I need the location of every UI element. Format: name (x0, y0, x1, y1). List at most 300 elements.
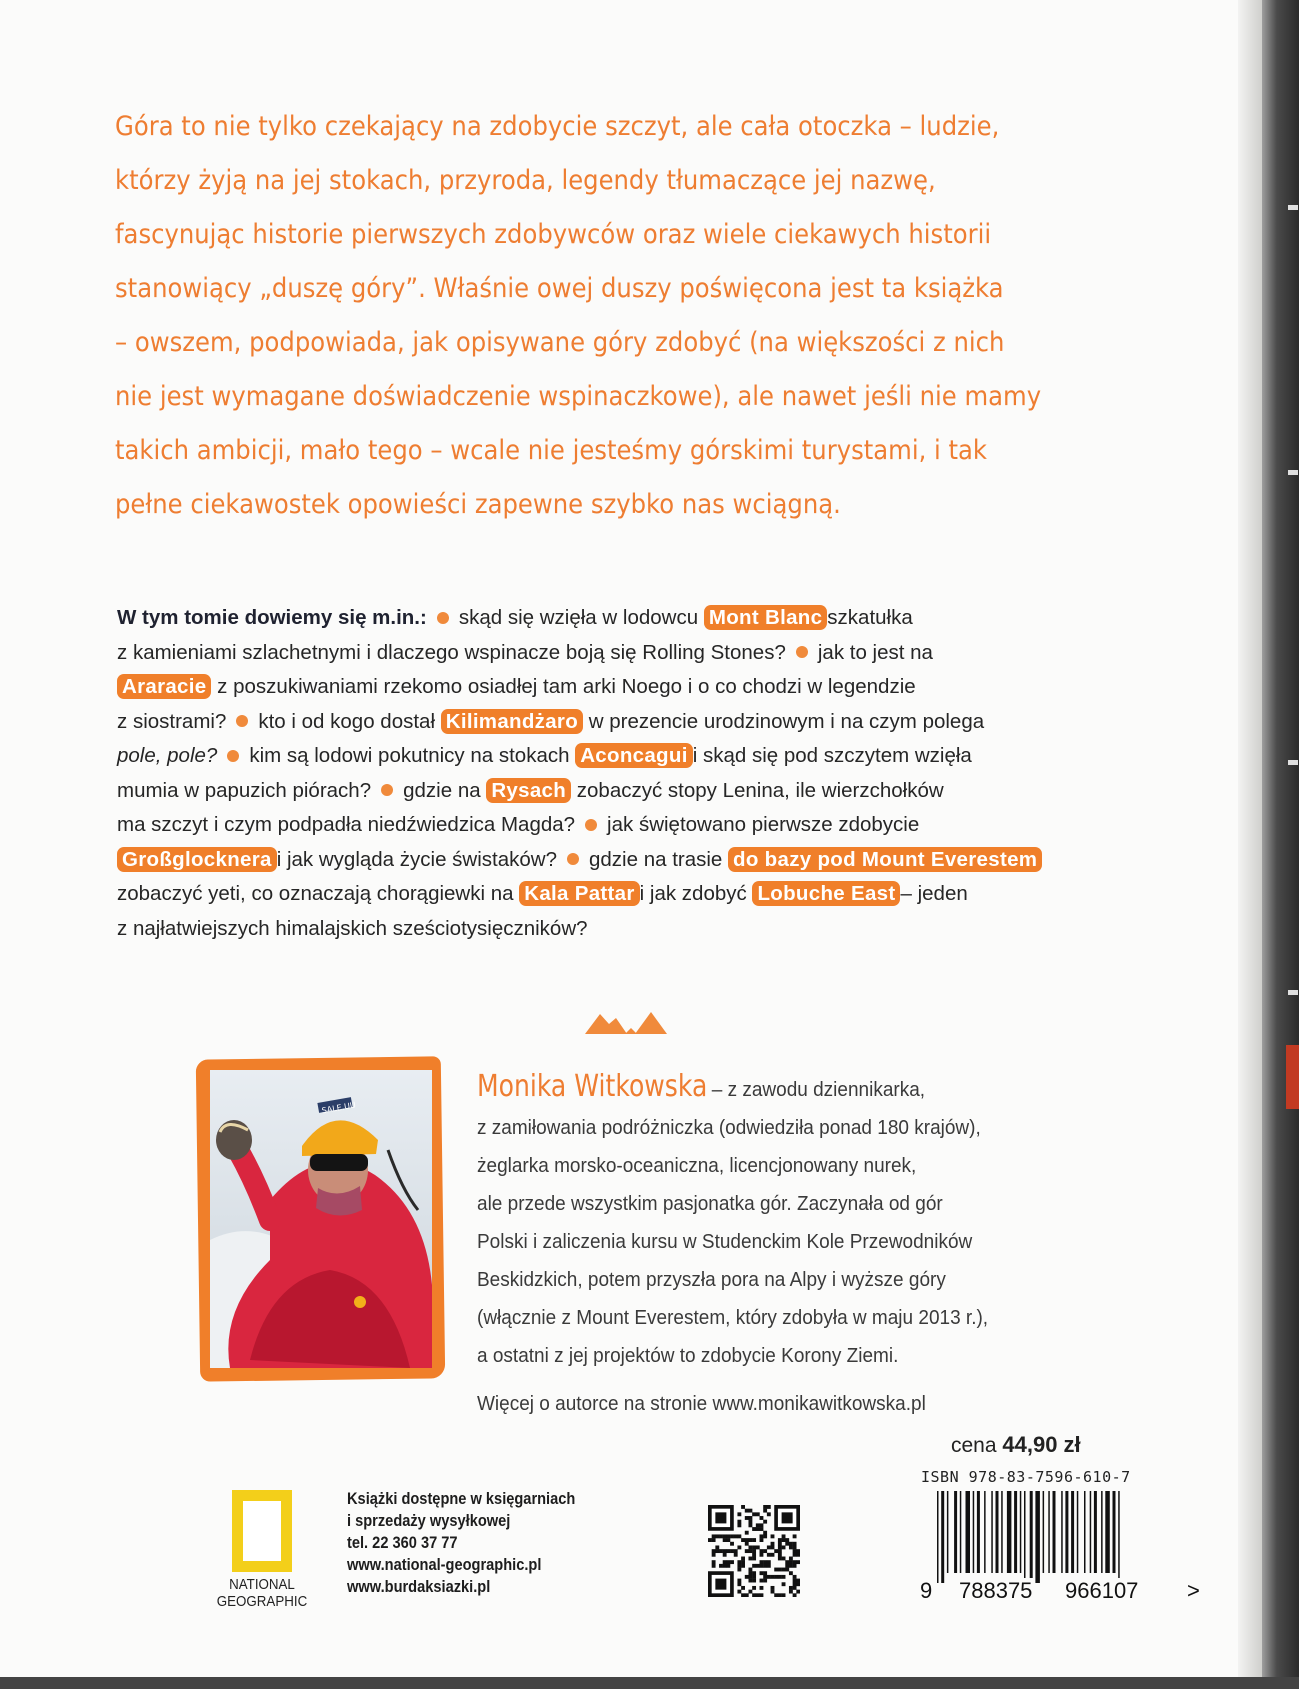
qr-module (712, 1534, 716, 1538)
barcode-bar (1053, 1491, 1056, 1573)
qr-module (793, 1564, 797, 1568)
barcode-bar (947, 1491, 949, 1573)
qr-finder (715, 1579, 726, 1590)
qr-module (752, 1593, 756, 1597)
barcode-bar (1035, 1491, 1040, 1583)
qr-module (741, 1593, 745, 1597)
qr-module (712, 1549, 716, 1553)
qr-module (715, 1549, 719, 1553)
intro-paragraph (115, 100, 1125, 532)
list-text: ma szczyt i czym podpadła niedźwiedzica Magda? (117, 813, 576, 836)
bio-line: a ostatni z jej projektów to zdobycie Korony Ziemi. (477, 1345, 899, 1367)
spine-mark (1288, 205, 1298, 210)
qr-module (778, 1538, 782, 1542)
list-row (117, 705, 1177, 740)
qr-module (741, 1505, 745, 1509)
bullet-icon (567, 853, 579, 865)
qr-module (752, 1557, 756, 1561)
list-text: kim są lodowi pokutnicy na stokach (249, 744, 570, 767)
list-row (117, 739, 1177, 774)
qr-module (741, 1586, 745, 1590)
qr-module (752, 1571, 756, 1575)
barcode-bar (1105, 1491, 1110, 1573)
author-photo (210, 1070, 432, 1368)
barcode-bar (1020, 1491, 1022, 1573)
barcode-bar (966, 1491, 971, 1573)
qr-module (737, 1582, 741, 1586)
qr-module (748, 1523, 752, 1527)
qr-module (737, 1545, 741, 1549)
author-bio (477, 1068, 1117, 1423)
qr-module (737, 1523, 741, 1527)
qr-code-icon (708, 1505, 800, 1597)
list-row (117, 843, 1177, 878)
qr-module (774, 1549, 778, 1553)
qr-module (782, 1545, 786, 1549)
bullet-icon (796, 646, 808, 658)
list-row (117, 912, 1177, 947)
qr-module (767, 1505, 771, 1509)
qr-module (748, 1520, 752, 1524)
qr-module (752, 1512, 756, 1516)
list-text: gdzie na trasie (589, 847, 723, 871)
qr-module (726, 1538, 730, 1542)
qr-module (752, 1575, 756, 1579)
qr-module (785, 1568, 789, 1572)
qr-module (741, 1538, 745, 1542)
qr-module (756, 1564, 760, 1568)
qr-module (760, 1527, 764, 1531)
tag-everest-base: do bazy pod Mount Everestem (728, 847, 1042, 872)
barcode-bar (1090, 1491, 1092, 1573)
qr-module (793, 1549, 797, 1553)
qr-module (745, 1509, 749, 1513)
barcode-bar (1043, 1491, 1045, 1573)
qr-module (756, 1545, 760, 1549)
qr-module (726, 1564, 730, 1568)
qr-module (771, 1545, 775, 1549)
qr-module (793, 1553, 797, 1557)
barcode-bar (941, 1491, 944, 1583)
list-row (117, 808, 1177, 843)
qr-module (793, 1534, 797, 1538)
scan-edge (0, 1677, 1299, 1689)
barcode-digits: 966107 (1065, 1578, 1139, 1603)
qr-module (763, 1534, 767, 1538)
qr-module (748, 1516, 752, 1520)
qr-module (723, 1560, 727, 1564)
list-text: jak to jest na (817, 640, 933, 664)
bio-line: żeglarka morsko-oceaniczna, licencjonowany nurek, (477, 1155, 917, 1177)
barcode-bar (1077, 1491, 1079, 1573)
qr-module (767, 1545, 771, 1549)
qr-module (763, 1564, 767, 1568)
qr-module (730, 1560, 734, 1564)
list-text: szkatułka (827, 606, 913, 629)
barcode-bar (960, 1491, 962, 1573)
qr-module (752, 1586, 756, 1590)
qr-module (745, 1531, 749, 1535)
qr-module (737, 1564, 741, 1568)
spine-mark (1288, 760, 1298, 765)
qr-module (793, 1542, 797, 1546)
list-row (117, 877, 1177, 912)
qr-module (782, 1593, 786, 1597)
bio-line: ale przede wszystkim pasjonatka gór. Zaczynała od gór (477, 1193, 943, 1215)
qr-module (734, 1553, 738, 1557)
logo-text: NATIONAL (229, 1577, 295, 1593)
qr-module (778, 1553, 782, 1557)
qr-module (734, 1549, 738, 1553)
qr-module (789, 1545, 793, 1549)
qr-module (763, 1509, 767, 1513)
qr-module (789, 1564, 793, 1568)
contact-website: www.burdaksiazki.pl (347, 1577, 491, 1596)
qr-module (760, 1538, 764, 1542)
qr-module (760, 1516, 764, 1520)
qr-module (726, 1560, 730, 1564)
qr-finder (715, 1512, 726, 1523)
list-text: kto i od kogo dostał (258, 709, 436, 733)
qr-module (793, 1545, 797, 1549)
list-text: z najłatwiejszych himalajskich sześciotysięczników? (117, 916, 588, 940)
logo-text: GEOGRAPHIC (216, 1594, 308, 1610)
barcode-bar (954, 1491, 957, 1573)
qr-module (763, 1560, 767, 1564)
list-text: jak świętowano pierwsze zdobycie (607, 813, 920, 836)
bullet-icon (236, 715, 248, 727)
barcode-bar (984, 1491, 986, 1573)
tag-kilimanjaro: Kilimandżaro (441, 709, 583, 734)
qr-module (737, 1560, 741, 1564)
qr-module (789, 1571, 793, 1575)
contact-line: Książki dostępne w księgarniach (347, 1489, 576, 1508)
list-text-italic: pole, pole? (117, 744, 218, 767)
qr-module (745, 1538, 749, 1542)
qr-module (796, 1553, 800, 1557)
barcode-bar (937, 1491, 939, 1583)
bio-line (477, 1068, 1085, 1109)
qr-module (760, 1586, 764, 1590)
qr-module (752, 1527, 756, 1531)
qr-module (767, 1575, 771, 1579)
tag-aconcagua: Aconcagui (575, 743, 693, 768)
qr-module (778, 1557, 782, 1561)
list-row (117, 670, 1177, 705)
qr-module (760, 1560, 764, 1564)
qr-module (793, 1560, 797, 1564)
list-text: z siostrami? (117, 709, 227, 733)
qr-module (796, 1582, 800, 1586)
qr-module (737, 1520, 741, 1524)
publisher-contact (347, 1488, 612, 1598)
qr-module (789, 1542, 793, 1546)
qr-module (748, 1557, 752, 1561)
bio-line: Polski i zaliczenia kursu w Studenckim Kole Przewodników (477, 1231, 973, 1253)
mountains-icon (585, 1008, 685, 1038)
list-text: z kamieniami szlachetnymi i dlaczego wspinacze boją się Rolling Stones? (117, 640, 786, 664)
list-text: zobaczyć yeti, co oznaczają chorągiewki na (117, 882, 514, 905)
qr-module (789, 1590, 793, 1594)
book-spine (1262, 0, 1299, 1689)
qr-module (796, 1549, 800, 1553)
price (951, 1432, 1081, 1458)
qr-module (793, 1593, 797, 1597)
list-text: zobaczyć stopy Lenina, ile wierzchołków (576, 778, 944, 802)
barcode-bar (1024, 1491, 1026, 1583)
barcode-bar (1071, 1491, 1074, 1573)
barcode-bar (1014, 1491, 1017, 1573)
qr-module (771, 1534, 775, 1538)
cover-edge-shadow (1238, 0, 1262, 1689)
qr-module (723, 1538, 727, 1542)
qr-module (778, 1575, 782, 1579)
qr-module (763, 1531, 767, 1535)
national-geographic-name (213, 1577, 311, 1611)
list-lead: W tym tomie dowiemy się m.in.: (117, 606, 427, 629)
qr-module (723, 1564, 727, 1568)
qr-module (745, 1516, 749, 1520)
qr-module (748, 1509, 752, 1513)
qr-module (767, 1512, 771, 1516)
qr-module (756, 1527, 760, 1531)
qr-module (737, 1590, 741, 1594)
qr-module (745, 1542, 749, 1546)
list-row (117, 601, 1177, 636)
list-text: i jak zdobyć (639, 882, 747, 905)
list-text: w prezencie urodzinowym i na czym polega (588, 709, 985, 733)
qr-module (796, 1579, 800, 1583)
qr-module (723, 1534, 727, 1538)
qr-module (752, 1538, 756, 1542)
qr-module (715, 1545, 719, 1549)
qr-module (748, 1579, 752, 1583)
barcode-bar (1118, 1491, 1120, 1583)
highlights-list (117, 601, 1177, 946)
qr-module (752, 1553, 756, 1557)
spine-mark (1288, 470, 1298, 475)
qr-module (715, 1534, 719, 1538)
qr-module (793, 1579, 797, 1583)
qr-module (719, 1549, 723, 1553)
bullet-icon (437, 612, 449, 624)
contact-line: i sprzedaży wysyłkowej (347, 1511, 511, 1530)
qr-module (723, 1549, 727, 1553)
qr-module (774, 1593, 778, 1597)
intro-line: takich ambicji, mało tego – wcale nie jesteśmy górskimi turystami, i tak (115, 435, 988, 466)
author-website: Więcej o autorce na stronie www.monikawitkowska.pl (477, 1393, 926, 1415)
qr-module (793, 1575, 797, 1579)
qr-module (748, 1568, 752, 1572)
qr-module (782, 1575, 786, 1579)
list-text: gdzie na (403, 778, 481, 802)
contact-phone: tel. 22 360 37 77 (347, 1533, 458, 1552)
qr-module (793, 1582, 797, 1586)
barcode-bar (973, 1491, 975, 1573)
qr-module (778, 1545, 782, 1549)
barcode-bar (1065, 1491, 1068, 1573)
qr-module (748, 1545, 752, 1549)
qr-module (789, 1557, 793, 1561)
qr-module (778, 1542, 782, 1546)
bio-line: z zamiłowania podróżniczka (odwiedziła ponad 180 krajów), (477, 1117, 981, 1139)
national-geographic-logo-icon (232, 1490, 292, 1572)
qr-module (719, 1534, 723, 1538)
qr-module (737, 1579, 741, 1583)
qr-module (796, 1590, 800, 1594)
bullet-icon (585, 819, 597, 831)
barcode-bar (1084, 1491, 1086, 1573)
price-label: cena (951, 1434, 997, 1457)
helmet-text: SALE.UU (321, 1100, 357, 1116)
qr-module (778, 1568, 782, 1572)
list-row (117, 636, 1177, 671)
qr-module (756, 1523, 760, 1527)
qr-module (745, 1575, 749, 1579)
qr-module (771, 1575, 775, 1579)
barcode-arrow: > (1187, 1578, 1200, 1603)
list-text: i skąd się pod szczytem wzięła (692, 744, 972, 767)
qr-module (712, 1560, 716, 1564)
qr-module (771, 1542, 775, 1546)
qr-module (760, 1553, 764, 1557)
intro-line: stanowiący „duszę góry”. Właśnie owej duszy poświęcona jest ta książka (115, 273, 1004, 304)
list-text: i jak wygląda życie świstaków? (276, 847, 557, 871)
intro-line: nie jest wymagane doświadczenie wspinaczkowe), ale nawet jeśli nie mamy (115, 381, 1042, 412)
intro-line: którzy żyją na jej stokach, przyroda, legendy tłumaczące jej nazwę, (115, 165, 936, 196)
qr-module (767, 1560, 771, 1564)
qr-module (748, 1549, 752, 1553)
author-name: Monika Witkowska (477, 1069, 708, 1104)
qr-module (771, 1590, 775, 1594)
qr-module (771, 1586, 775, 1590)
qr-module (748, 1590, 752, 1594)
qr-module (712, 1553, 716, 1557)
qr-module (737, 1568, 741, 1572)
qr-module (760, 1523, 764, 1527)
qr-module (730, 1534, 734, 1538)
intro-line: Góra to nie tylko czekający na zdobycie szczyt, ale cała otoczka – ludzie, (115, 111, 1000, 142)
qr-module (782, 1534, 786, 1538)
barcode-bar (996, 1491, 999, 1573)
qr-module (712, 1564, 716, 1568)
qr-module (741, 1557, 745, 1561)
qr-module (752, 1564, 756, 1568)
tag-grossglockner: Großglocknera (117, 847, 277, 872)
barcode-bar (1061, 1491, 1063, 1573)
contact-website: www.national-geographic.pl (347, 1555, 542, 1574)
qr-module (752, 1579, 756, 1583)
qr-module (745, 1549, 749, 1553)
qr-module (782, 1538, 786, 1542)
qr-module (796, 1560, 800, 1564)
barcode-bar (1030, 1491, 1033, 1583)
qr-module (712, 1538, 716, 1542)
barcode-bar (1048, 1491, 1050, 1573)
tag-kala-pattar: Kala Pattar (519, 881, 639, 906)
qr-module (789, 1560, 793, 1564)
barcode-bar (1113, 1491, 1116, 1573)
list-row (117, 774, 1177, 809)
list-text: – jeden (900, 882, 968, 905)
qr-module (748, 1538, 752, 1542)
qr-module (730, 1549, 734, 1553)
barcode-digits: 788375 (959, 1578, 1033, 1603)
qr-module (741, 1564, 745, 1568)
qr-module (726, 1534, 730, 1538)
barcode-bar (1094, 1491, 1097, 1573)
qr-module (760, 1593, 764, 1597)
qr-module (767, 1564, 771, 1568)
qr-module (763, 1520, 767, 1524)
qr-module (741, 1560, 745, 1564)
qr-module (756, 1593, 760, 1597)
bio-text: – z zawodu dziennikarka, (706, 1079, 926, 1101)
qr-module (763, 1549, 767, 1553)
qr-module (752, 1545, 756, 1549)
qr-module (737, 1534, 741, 1538)
qr-module (763, 1505, 767, 1509)
bullet-icon (381, 784, 393, 796)
qr-module (774, 1575, 778, 1579)
tag-rysy: Rysach (486, 778, 571, 803)
qr-module (767, 1553, 771, 1557)
barcode-bar (1007, 1491, 1012, 1573)
qr-module (745, 1593, 749, 1597)
qr-module (789, 1586, 793, 1590)
qr-module (785, 1560, 789, 1564)
barcode-bar (1101, 1491, 1103, 1573)
qr-module (785, 1538, 789, 1542)
spine-mark (1288, 990, 1298, 995)
qr-module (734, 1534, 738, 1538)
qr-module (748, 1571, 752, 1575)
qr-module (778, 1549, 782, 1553)
qr-module (763, 1571, 767, 1575)
qr-module (756, 1512, 760, 1516)
qr-module (730, 1542, 734, 1546)
qr-module (723, 1553, 727, 1557)
qr-module (719, 1564, 723, 1568)
qr-module (760, 1571, 764, 1575)
barcode-bar (1001, 1491, 1003, 1573)
qr-module (774, 1568, 778, 1572)
qr-module (726, 1549, 730, 1553)
qr-module (763, 1579, 767, 1583)
list-text: mumia w papuzich piórach? (117, 778, 372, 802)
qr-module (778, 1593, 782, 1597)
intro-line: pełne ciekawostek opowieści zapewne szybko nas wciągną. (115, 489, 841, 520)
qr-module (782, 1582, 786, 1586)
qr-module (785, 1564, 789, 1568)
qr-module (760, 1564, 764, 1568)
bio-line: (włącznie z Mount Everestem, który zdobyła w maju 2013 r.), (477, 1307, 989, 1329)
bio-line: Beskidzkich, potem przyszła pora na Alpy i wyższe góry (477, 1269, 946, 1291)
price-value: 44,90 zł (1002, 1432, 1081, 1457)
qr-module (771, 1553, 775, 1557)
qr-module (760, 1534, 764, 1538)
bullet-icon (227, 750, 239, 762)
barcode-bar (991, 1491, 993, 1573)
spine-red-stripe (1286, 1045, 1299, 1109)
qr-module (785, 1542, 789, 1546)
qr-module (782, 1557, 786, 1561)
qr-module (708, 1538, 712, 1542)
barcode-bar (977, 1491, 980, 1573)
qr-module (760, 1579, 764, 1583)
qr-module (782, 1568, 786, 1572)
barcode-digit: 9 (920, 1578, 933, 1603)
